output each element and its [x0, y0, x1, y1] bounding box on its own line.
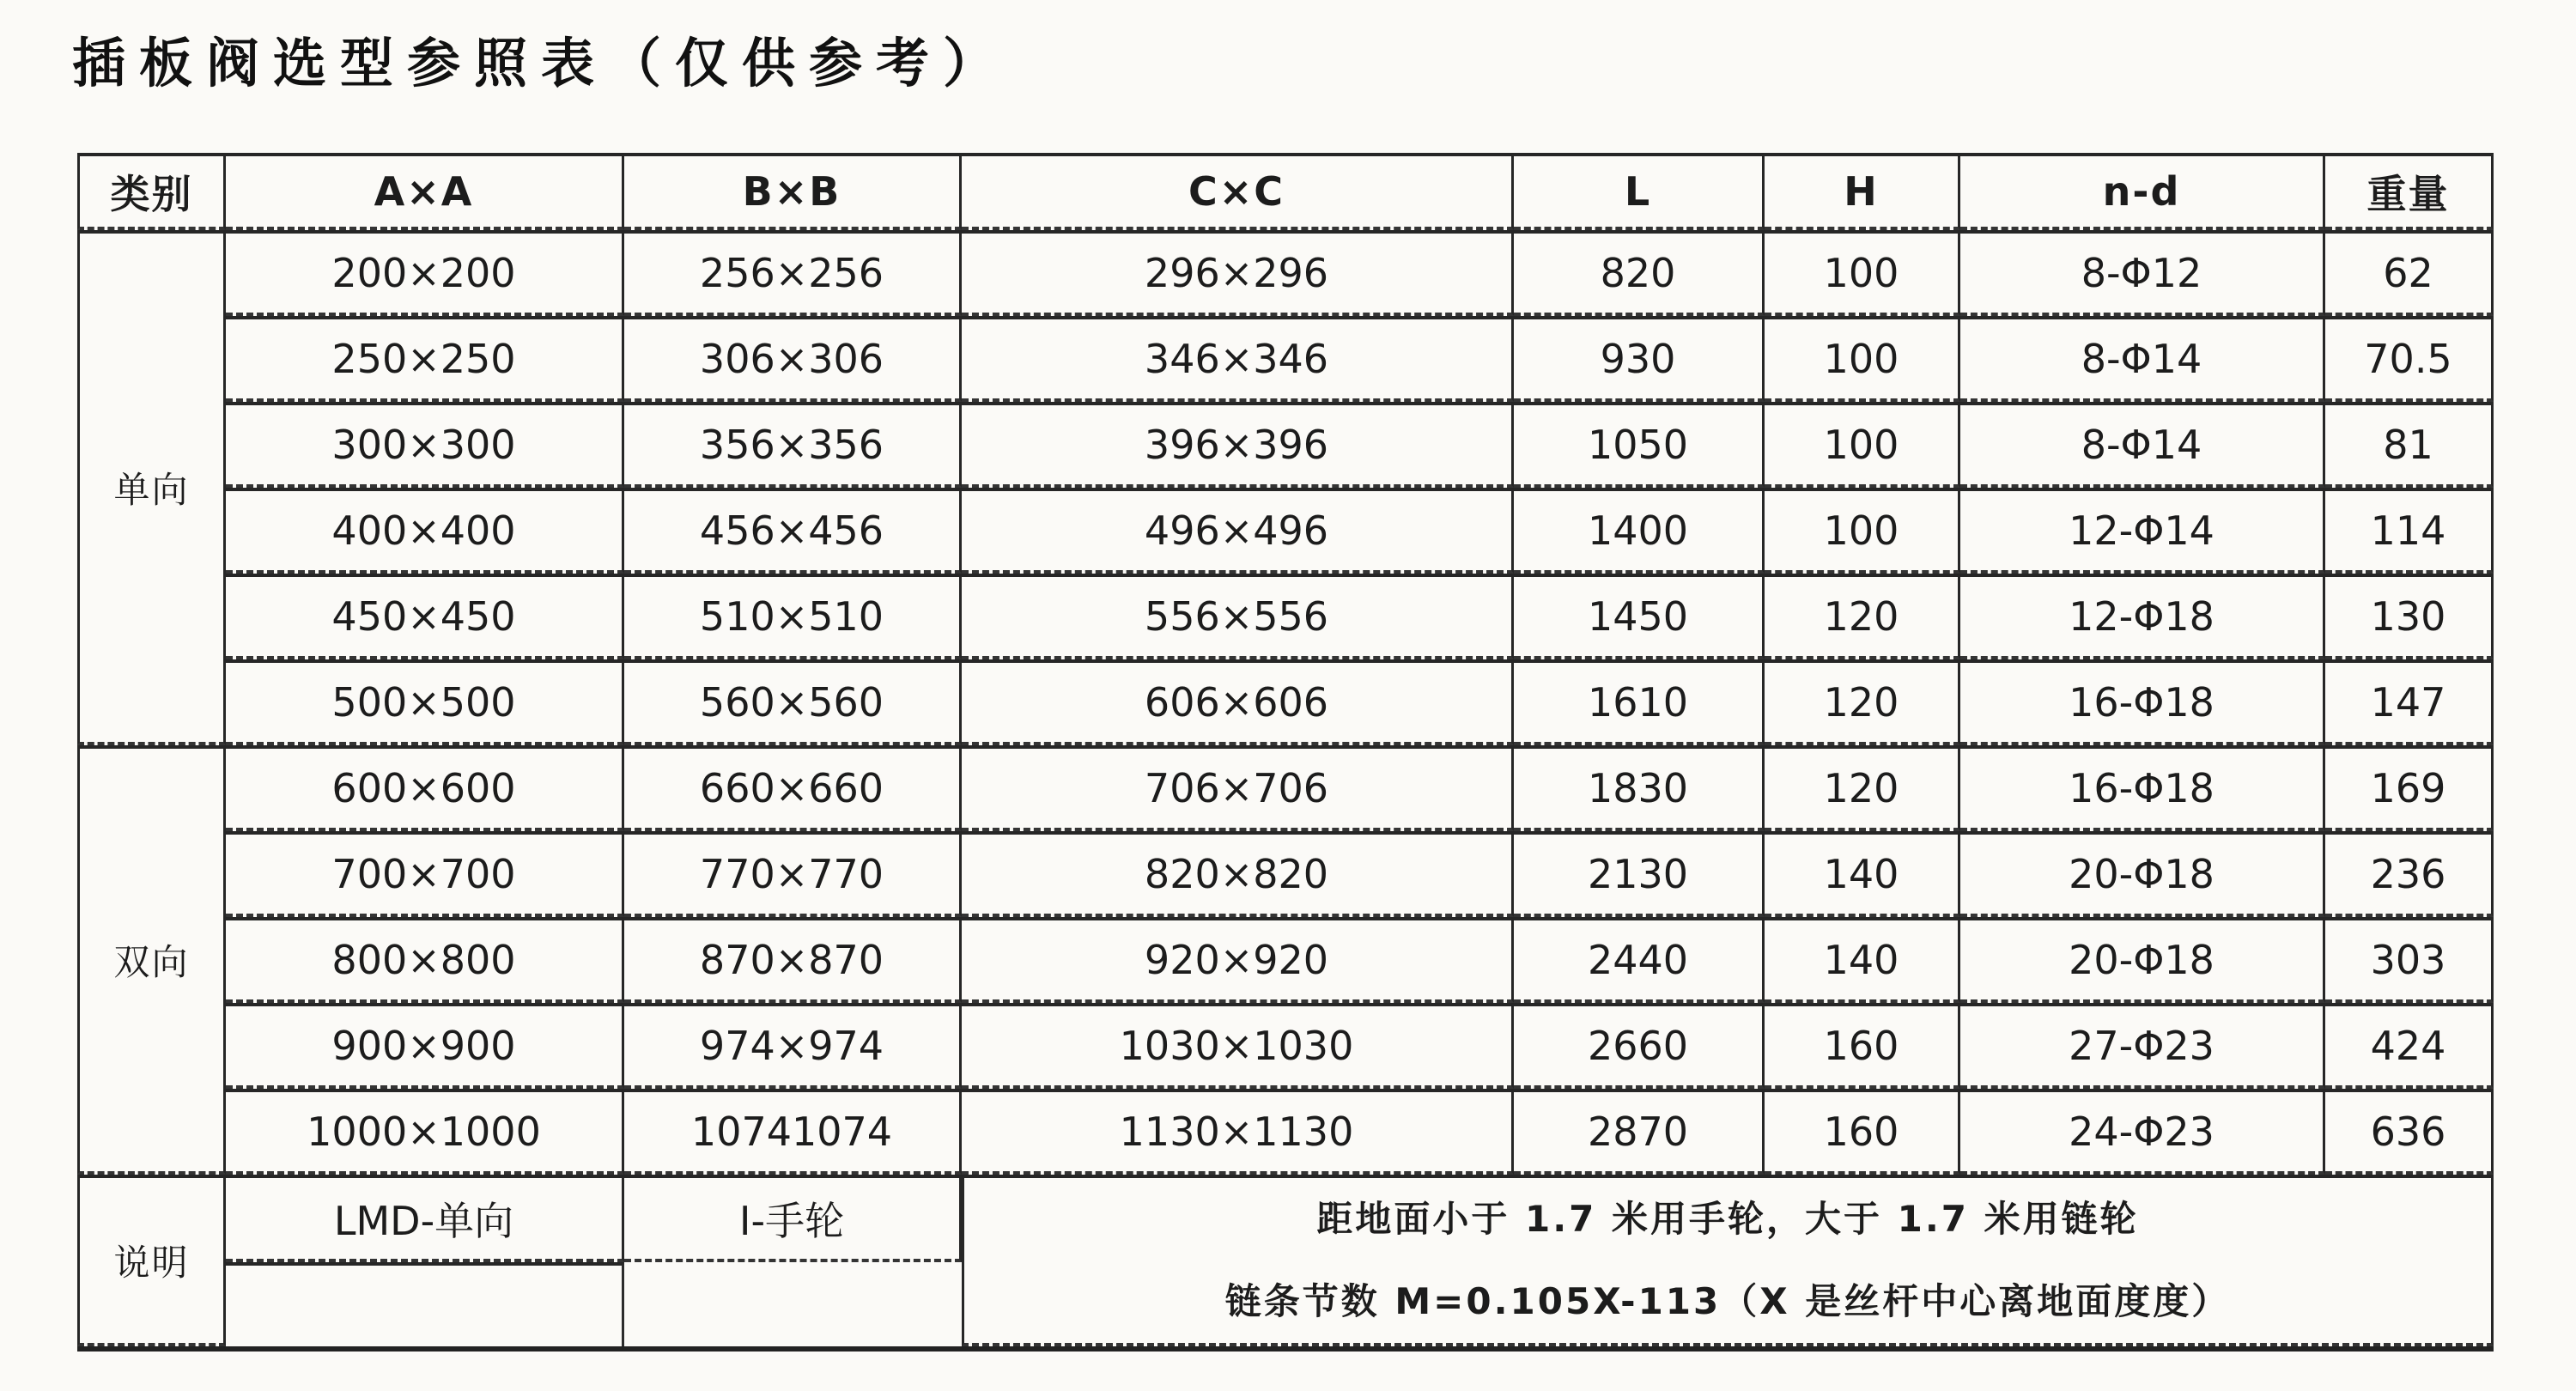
- table-row: [77, 1003, 2494, 1089]
- column-header-cxc: C×C: [962, 153, 1514, 230]
- table-cell: 900×900: [226, 1003, 624, 1089]
- table-cell: 2440: [1514, 917, 1765, 1003]
- table-row: [77, 745, 2494, 831]
- notes-wheel-cell: I-手轮: [624, 1175, 962, 1262]
- table-cell: 660×660: [624, 745, 962, 831]
- table-cell: 456×456: [624, 488, 962, 574]
- notes-line-2: 链条节数 M=0.105X-113（X 是丝杆中心离地面度度）: [1224, 1280, 2231, 1322]
- table-cell: 2130: [1514, 831, 1765, 917]
- table-cell: 70.5: [2325, 316, 2494, 402]
- table-cell: 920×920: [962, 917, 1514, 1003]
- table-cell: 870×870: [624, 917, 962, 1003]
- table-cell: 160: [1765, 1003, 1960, 1089]
- table-cell: 12-Φ18: [1960, 574, 2325, 659]
- table-cell: 200×200: [226, 230, 624, 316]
- table-row: [77, 1089, 2494, 1175]
- table-cell: 556×556: [962, 574, 1514, 659]
- group-label-notes: 说明: [77, 1175, 226, 1346]
- table-cell: 500×500: [226, 659, 624, 745]
- table-cell: 356×356: [624, 402, 962, 488]
- table-cell: 2660: [1514, 1003, 1765, 1089]
- table-cell: 12-Φ14: [1960, 488, 2325, 574]
- table-cell: 496×496: [962, 488, 1514, 574]
- table-cell: 130: [2325, 574, 2494, 659]
- table-cell: 140: [1765, 917, 1960, 1003]
- table-row: [77, 402, 2494, 488]
- table-cell: 930: [1514, 316, 1765, 402]
- column-header-nd: n-d: [1960, 153, 2325, 230]
- table-cell: 24-Φ23: [1960, 1089, 2325, 1175]
- table-cell: 8-Φ14: [1960, 316, 2325, 402]
- table-cell: 27-Φ23: [1960, 1003, 2325, 1089]
- table-cell: 424: [2325, 1003, 2494, 1089]
- table-cell: 1030×1030: [962, 1003, 1514, 1089]
- table-row: [77, 574, 2494, 659]
- group-label-one-way: 单向: [77, 230, 226, 745]
- table-cell: 250×250: [226, 316, 624, 402]
- table-cell: 820×820: [962, 831, 1514, 917]
- table-cell: 303: [2325, 917, 2494, 1003]
- table-cell: 16-Φ18: [1960, 659, 2325, 745]
- table-cell: 20-Φ18: [1960, 831, 2325, 917]
- table-row: [77, 316, 2494, 402]
- table-cell: 147: [2325, 659, 2494, 745]
- column-header-weight: 重量: [2325, 153, 2494, 230]
- table-cell: 100: [1765, 402, 1960, 488]
- table-cell: 100: [1765, 316, 1960, 402]
- table-cell: 770×770: [624, 831, 962, 917]
- table-cell: 1000×1000: [226, 1089, 624, 1175]
- table-row: [77, 230, 2494, 316]
- column-header-axa: A×A: [226, 153, 624, 230]
- table-cell: 706×706: [962, 745, 1514, 831]
- table-row: [77, 831, 2494, 917]
- table-cell: 120: [1765, 574, 1960, 659]
- table-row: [77, 659, 2494, 745]
- table-cell: 120: [1765, 659, 1960, 745]
- table-cell: 8-Φ12: [1960, 230, 2325, 316]
- valve-spec-table: [77, 153, 2494, 1352]
- column-header-h: H: [1765, 153, 1960, 230]
- notes-model-cell: LMD-单向: [226, 1175, 624, 1262]
- table-cell: 636: [2325, 1089, 2494, 1175]
- column-header-l: L: [1514, 153, 1765, 230]
- column-header-category: 类别: [77, 153, 226, 230]
- table-cell: 510×510: [624, 574, 962, 659]
- table-cell: 296×296: [962, 230, 1514, 316]
- table-cell: 169: [2325, 745, 2494, 831]
- table-cell: 800×800: [226, 917, 624, 1003]
- table-cell: 400×400: [226, 488, 624, 574]
- table-row: [77, 488, 2494, 574]
- table-cell: 16-Φ18: [1960, 745, 2325, 831]
- table-cell: 120: [1765, 745, 1960, 831]
- group-label-two-way: 双向: [77, 745, 226, 1175]
- table-cell: 256×256: [624, 230, 962, 316]
- table-cell: 606×606: [962, 659, 1514, 745]
- table-cell: 1830: [1514, 745, 1765, 831]
- table-cell: 300×300: [226, 402, 624, 488]
- table-cell: 81: [2325, 402, 2494, 488]
- table-cell: 8-Φ14: [1960, 402, 2325, 488]
- notes-line-1: 距地面小于 1.7 米用手轮，大于 1.7 米用链轮: [1316, 1198, 2139, 1240]
- table-cell: 820: [1514, 230, 1765, 316]
- table-cell: 1050: [1514, 402, 1765, 488]
- table-cell: 396×396: [962, 402, 1514, 488]
- table-cell: 100: [1765, 230, 1960, 316]
- table-cell: 560×560: [624, 659, 962, 745]
- table-cell: 114: [2325, 488, 2494, 574]
- column-header-bxb: B×B: [624, 153, 962, 230]
- table-cell: 306×306: [624, 316, 962, 402]
- table-cell: 62: [2325, 230, 2494, 316]
- notes-row: [77, 1175, 2494, 1262]
- table-cell: 140: [1765, 831, 1960, 917]
- table-cell: 346×346: [962, 316, 1514, 402]
- notes-text-cell: [962, 1175, 2494, 1346]
- table-cell: 450×450: [226, 574, 624, 659]
- table-cell: 1400: [1514, 488, 1765, 574]
- table-cell: 600×600: [226, 745, 624, 831]
- table-cell: 1130×1130: [962, 1089, 1514, 1175]
- table-cell: 100: [1765, 488, 1960, 574]
- table-cell: 1450: [1514, 574, 1765, 659]
- table-cell: 236: [2325, 831, 2494, 917]
- notes-empty-cell: [226, 1262, 624, 1346]
- notes-blank-area: [624, 1262, 962, 1346]
- table-row: [77, 917, 2494, 1003]
- table-cell: 160: [1765, 1089, 1960, 1175]
- table-cell: 700×700: [226, 831, 624, 917]
- table-cell: 10741074: [624, 1089, 962, 1175]
- table-cell: 20-Φ18: [1960, 917, 2325, 1003]
- table-cell: 1610: [1514, 659, 1765, 745]
- header-row: [77, 153, 2494, 230]
- table-cell: 974×974: [624, 1003, 962, 1089]
- page-title: 插板阀选型参照表（仅供参考）: [72, 32, 1011, 94]
- table-cell: 2870: [1514, 1089, 1765, 1175]
